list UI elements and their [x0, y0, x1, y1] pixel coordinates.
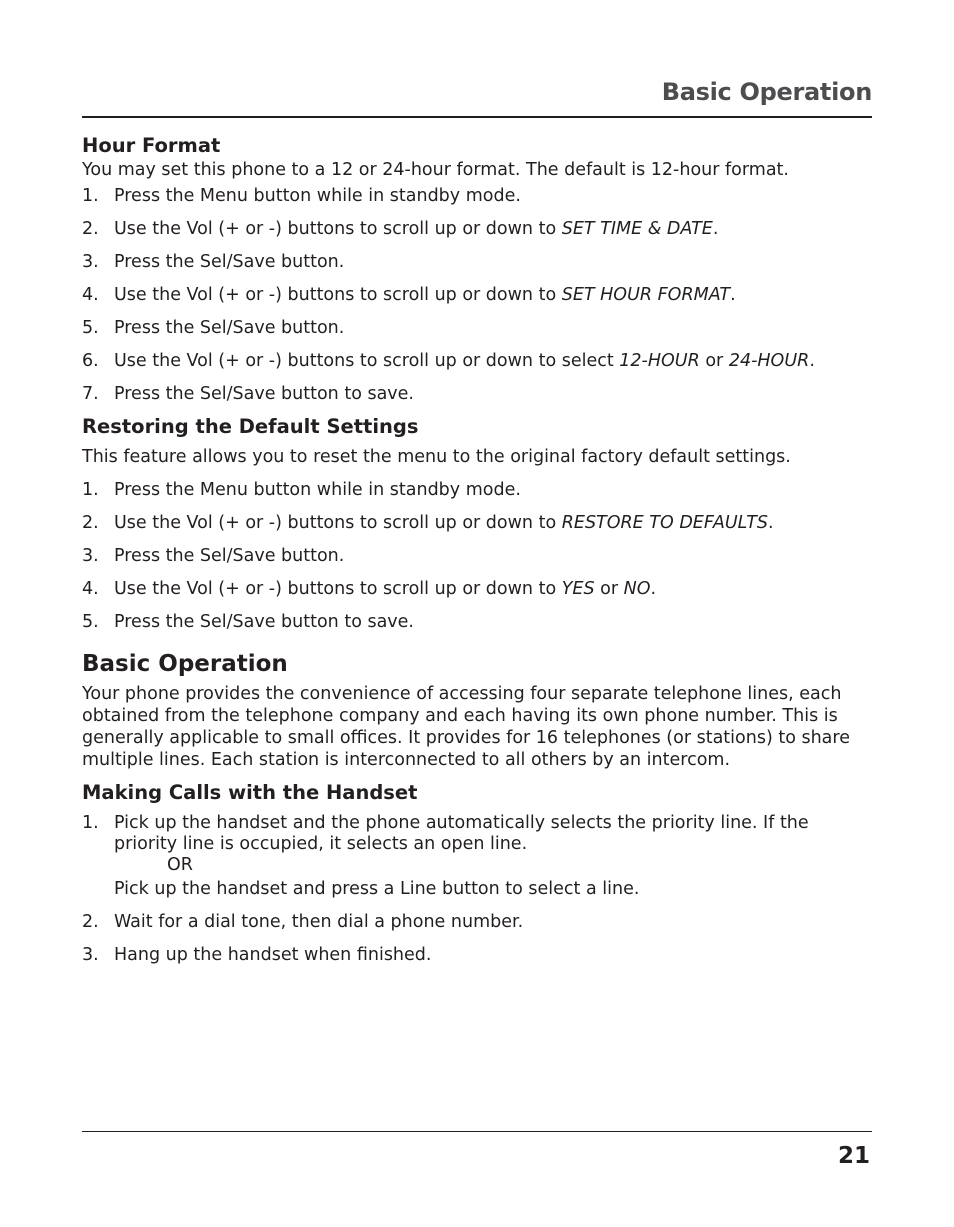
restore-defaults-steps	[82, 480, 872, 633]
menu-option: NO	[623, 579, 651, 599]
menu-option: YES	[561, 579, 595, 599]
basic-operation-intro: Your phone provides the convenience of accessing four separate telephone lines, each obtained from the telephone company and each having its own phone number. This is generally applicable to small offices. It provides for 16 telephones (or stations) to share multiple lines. Each station is interconnected to all others by an intercom.	[82, 684, 850, 770]
step-text-mid: or	[594, 579, 624, 599]
list-item	[82, 612, 872, 633]
step-text: Pick up the handset and the phone automatically selects the priority line. If the priority line is occupied, it selects an open line.	[114, 813, 809, 854]
step-text-end: .	[809, 351, 815, 371]
step-text: Wait for a dial tone, then dial a phone number.	[114, 912, 524, 932]
step-text: Use the Vol (+ or -) buttons to scroll up or down to	[114, 219, 562, 239]
making-calls-steps-continued	[82, 912, 872, 966]
step-text: Press the Sel/Save button.	[114, 252, 345, 272]
step-text-mid: or	[699, 351, 729, 371]
step-text-end: .	[730, 285, 736, 305]
step-text: Use the Vol (+ or -) buttons to scroll up or down to	[114, 579, 562, 599]
page-content	[82, 130, 872, 966]
step-number: 4.	[82, 579, 99, 599]
menu-option: 12-HOUR	[619, 351, 700, 371]
footer-rule	[82, 1131, 872, 1132]
step-text: Press the Menu button while in standby mode.	[114, 186, 521, 206]
making-calls-heading: Making Calls with the Handset	[82, 781, 418, 804]
step-number: 1.	[82, 813, 99, 833]
list-item	[82, 813, 872, 855]
hour-format-steps	[82, 186, 872, 405]
list-item	[82, 513, 872, 534]
list-item	[82, 186, 872, 207]
restore-defaults-intro: This feature allows you to reset the menu to the original factory default settings.	[82, 447, 791, 467]
menu-option: RESTORE TO DEFAULTS	[561, 513, 769, 533]
alternate-step-text: Pick up the handset and press a Line button to select a line.	[114, 879, 640, 899]
step-text-end: .	[768, 513, 774, 533]
step-text-end: .	[712, 219, 719, 239]
step-text: Use the Vol (+ or -) buttons to scroll up or down to select	[114, 351, 620, 371]
step-number: 7.	[82, 384, 99, 404]
step-text: Use the Vol (+ or -) buttons to scroll up or down to	[114, 285, 562, 305]
basic-operation-heading: Basic Operation	[82, 651, 288, 677]
step-number: 4.	[82, 285, 99, 305]
step-number: 1.	[82, 186, 99, 206]
header-rule	[82, 116, 872, 118]
step-text: Press the Sel/Save button.	[114, 318, 345, 338]
hour-format-intro: You may set this phone to a 12 or 24-hour format. The default is 12-hour format.	[82, 160, 789, 180]
menu-option: SET HOUR FORMAT	[561, 285, 731, 305]
step-text: Press the Sel/Save button to save.	[114, 384, 414, 404]
list-item	[82, 252, 872, 273]
step-number: 3.	[82, 945, 99, 965]
menu-option: 24-HOUR	[728, 351, 810, 371]
step-number: 3.	[82, 252, 99, 272]
making-calls-steps	[82, 813, 872, 855]
restore-defaults-heading: Restoring the Default Settings	[82, 415, 419, 438]
step-number: 5.	[82, 318, 99, 338]
step-text: Hang up the handset when finished.	[114, 945, 432, 965]
step-number: 2.	[82, 513, 99, 533]
list-item	[82, 351, 872, 372]
menu-option: SET TIME & DATE	[561, 219, 713, 239]
step-text-end: .	[650, 579, 657, 599]
step-text: Press the Sel/Save button to save.	[114, 612, 414, 632]
step-text: Use the Vol (+ or -) buttons to scroll up or down to	[114, 513, 562, 533]
hour-format-heading: Hour Format	[82, 134, 221, 157]
or-label: OR	[167, 855, 193, 875]
list-item	[82, 480, 872, 501]
step-number: 2.	[82, 219, 99, 239]
list-item	[82, 384, 872, 405]
step-number: 5.	[82, 612, 99, 632]
list-item	[82, 219, 872, 240]
step-number: 1.	[82, 480, 99, 500]
step-text: Press the Menu button while in standby mode.	[114, 480, 521, 500]
list-item	[82, 318, 872, 339]
list-item	[82, 912, 872, 933]
step-number: 2.	[82, 912, 99, 932]
list-item	[82, 579, 872, 600]
page-number: 21	[837, 1143, 870, 1169]
step-text: Press the Sel/Save button.	[114, 546, 345, 566]
step-number: 6.	[82, 351, 99, 371]
list-item	[82, 285, 872, 306]
list-item	[82, 546, 872, 567]
list-item	[82, 945, 872, 966]
running-header: Basic Operation	[661, 78, 872, 106]
step-number: 3.	[82, 546, 99, 566]
